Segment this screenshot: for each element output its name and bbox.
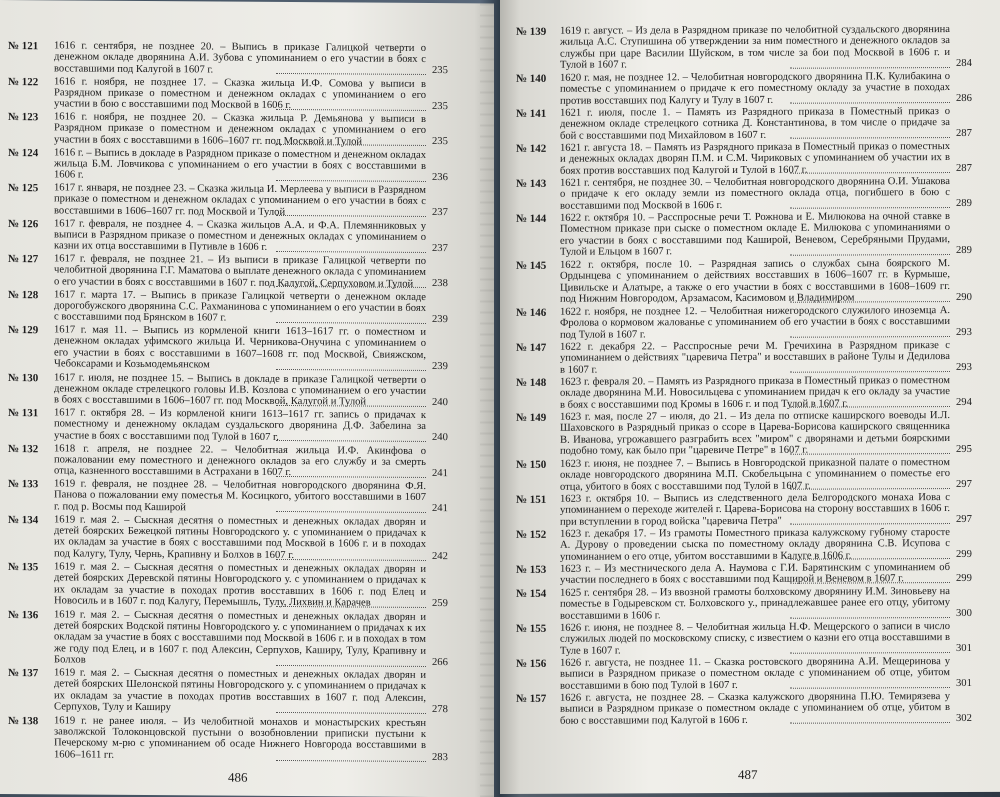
entry-page-number: 289: [956, 244, 972, 257]
entry-page-number: 300: [956, 607, 972, 620]
index-entry: [8, 253, 452, 290]
entry-page-number: 237: [432, 242, 448, 254]
entry-number: № 129: [8, 324, 39, 337]
entry-description: 1617 г. февраля, не позднее 21. – Из выписи в приказе Галицкой четверти по челобитной дворянина Г.Г. Маматова о выплате денежного оклада с упоминанием о его участии в боях с восставшими в 1607 г. под Калугой, Серпуховом и Тулой: [54, 253, 426, 290]
entry-page-number: 287: [956, 127, 972, 140]
entry-number: № 147: [516, 341, 547, 354]
entry-description: 1618 г. апреля, не позднее 22. – Челобитная жильца И.Ф. Акинфова о пожаловании ему поместного и денежного окладов за его службу и за смерть отца, казненного восставшими в Астрахани в 1607 г.: [54, 442, 426, 479]
entry-description: 1616 г. ноября, не позднее 17. – Сказка жильца И.Ф. Сомова у выписи в Разрядном приказе о поместном и денежном окладах с упоминанием о его участии в бою с восставшими под Москвой в 1606 г.: [54, 75, 426, 112]
entry-description: 1625 г. сентября 28. – Из ввозной грамоты болховскому дворянину И.М. Зиновьеву на поместье в Годыревском ст. Болховского у., принадлежавшее ранее его отцу, убитому восставшими в 1606 г.: [560, 586, 950, 622]
entry-number: № 133: [8, 478, 39, 491]
entry-number: № 123: [8, 111, 39, 124]
entry-description: 1620 г. мая, не позднее 12. – Челобитная новгородского дворянина П.К. Кулибакина о поместье с упоминанием о придаче к его поместному окладу за участие в походах против восставших под Калугу и Тулу в 1607 г.: [560, 71, 950, 107]
entry-number: № 154: [516, 587, 547, 600]
right-page: [500, 0, 1000, 794]
entry-description: 1617 г. февраля, не позднее 4. – Сказка жильцов А.А. и Ф.А. Племянниковых у выписи в Разрядном приказе о поместном и денежных окладах с упоминанием о казни их отца восставшими в Путивле в 1606 г.: [54, 217, 426, 254]
entry-page-number: 235: [432, 100, 448, 112]
index-entry: [8, 218, 452, 255]
entry-number: № 121: [8, 40, 39, 53]
entry-page-number: 293: [956, 326, 972, 339]
entry-page-number: 299: [956, 572, 972, 585]
entry-description: 1621 г. сентября, не позднее 30. – Челобитная новгородского дворянина О.И. Ушакова о придаче к его окладу земли из поместного оклада отца, погибшего в бою с восставшими под Москвой в 1606 г.: [560, 176, 950, 212]
entry-description: 1626 г. июня, не позднее 8. – Челобитная жильца Н.Ф. Мещерского о записи в число служилых людей по московскому списку, с известием о казни его отца восставшими в Туле в 1607 г.: [560, 621, 950, 657]
index-entry: [516, 258, 976, 306]
entry-page-number: 239: [432, 313, 448, 325]
index-entry: [516, 71, 976, 107]
entry-description: 1617 г. мая 11. – Выпись из кормленой книги 1613–1617 гг. о поместном и денежном окладах уфимского жильца И. Черникова-Онучина с упоминанием о его участии в боях с восставшими в 1607–1608 гг. под Москвой, Свияжском, Чебоксарами и Козьмодемьянском: [54, 324, 426, 371]
entry-description: 1619 г. мая 2. – Сыскная десятня о поместных и денежных окладах дворян и детей боярских Бежецкой пятины Новгородского у. с упоминанием о придачах к их окладам за участие в боях с восставшими под Москвой в 1606 г. и в походах под Калугу, Тулу, Чернь, Крапивну и Болхов в 1607 г.: [54, 513, 426, 561]
entry-number: № 134: [8, 513, 39, 526]
entry-number: № 155: [516, 622, 547, 635]
index-entry: [8, 40, 452, 77]
entry-description: 1623 г. июня, не позднее 7. – Выпись в Новгородской приказной палате о поместном окладе новгородского дворянина М.П. Скобельцына с упоминанием о поместье его отца, убитого в боях с восставшими под Тулой в 1607 г.: [560, 457, 950, 493]
entry-number: № 146: [516, 306, 547, 319]
index-entry: [516, 562, 976, 587]
entry-number: № 143: [516, 177, 547, 190]
entry-description: 1616 г. – Выпись в докладе в Разрядном приказе о поместном и денежном окладах жильца Б.М. Ловчикова с упоминанием о его участии в боях с восставшими в 1606 г.: [54, 146, 426, 181]
left-folio: 486: [228, 769, 248, 785]
entry-number: № 156: [516, 657, 547, 670]
index-entry: [8, 324, 452, 373]
index-entry: [516, 410, 976, 458]
index-entry: [516, 141, 976, 177]
entry-number: № 136: [8, 608, 39, 621]
entry-description: 1622 г. декабря 22. – Расспросные речи М. Гречихина в Разрядном приказе с упоминанием о действиях "царевича Петра" и восставших в районе Тулы и Дедилова в 1607 г.: [560, 340, 950, 376]
entry-page-number: 283: [432, 751, 448, 763]
entry-description: 1623 г. мая, после 27 – июля, до 21. – Из дела по отписке каширского воеводы И.Л. Шаховского в Разрядный приказ о ссоре в Царева-Борисова каширского священника В. Иванова, угрожавшего разграбить всех "миром" с дворянами и детьми боярскими подобно тому, как было при "царевиче Петре" в 1607 г.: [560, 410, 950, 457]
entry-page-number: 295: [956, 443, 972, 456]
entry-page-number: 302: [956, 712, 972, 725]
entry-number: № 131: [8, 407, 39, 420]
entry-page-number: 236: [432, 171, 448, 183]
entry-number: № 144: [516, 212, 547, 225]
index-entry: [516, 340, 976, 376]
entry-number: № 122: [8, 75, 39, 88]
entry-number: № 141: [516, 107, 547, 120]
index-entry: [516, 621, 976, 657]
entry-page-number: 297: [956, 513, 972, 526]
entry-page-number: 299: [956, 548, 972, 561]
bleed-through-shadow: [480, 3, 494, 797]
entry-description: 1626 г. августа, не позднее 28. – Сказка калужского дворянина П.Ю. Темирязева у выписи в Разрядном приказе о поместном окладе с упоминанием об отце, убитом в бою с восставшими под Калугой в 1606 г.: [560, 691, 950, 727]
index-entry: [516, 586, 976, 622]
entry-description: 1617 г. января, не позднее 23. – Сказка жильца И. Мерлеева у выписи в Разрядном приказе о поместном и денежном окладах с упоминанием о его участии в боях с восставшими в 1606–1607 гг. под Москвой и Тулой: [54, 182, 426, 218]
entry-number: № 151: [516, 493, 547, 506]
entry-page-number: 301: [956, 677, 972, 690]
index-entry: [8, 514, 452, 563]
index-entry: [516, 106, 976, 142]
entry-number: № 142: [516, 142, 547, 155]
entry-page-number: 289: [956, 197, 972, 210]
entry-description: 1621 г. июля, после 1. – Память из Разрядного приказа в Поместный приказ о денежном окладе стрелецкого сотника Д. Константинова, в том числе о придаче за бой с восставшими под Михайловом в 1607 г.: [560, 106, 950, 142]
entry-page-number: 259: [432, 598, 448, 610]
index-entry: [516, 492, 976, 528]
entry-page-number: 301: [956, 642, 972, 655]
entry-number: № 127: [8, 253, 39, 266]
entry-number: № 130: [8, 371, 39, 384]
index-entry: [8, 372, 452, 409]
index-entry: [516, 24, 976, 72]
entry-description: 1623 г. октября 10. – Выпись из следственного дела Белгородского монаха Иова с упоминанием о переходе жителей г. Царева-Борисова на сторону восставших в 1606 г. при вступлении в город войска "царевича Петра": [560, 492, 950, 528]
entry-description: 1619 г. мая 2. – Сыскная десятня о поместных и денежных окладах дворян и детей боярских Шелонской пятины Новгородского у. с упоминанием о придачах к их окладам за участие в походах против восставших в 1607 г. под Алексин, Серпухов, Тулу и Каширу: [54, 667, 426, 714]
entry-page-number: 235: [432, 65, 448, 77]
index-entry: [8, 182, 452, 219]
index-entry: [516, 457, 976, 493]
left-entry-list: [0, 0, 494, 763]
entry-description: 1617 г. июля, не позднее 15. – Выпись в докладе в приказе Галицкой четверти о денежном окладе стрелецкого головы И.В. Козлова с упоминанием о его участии в боях с восставшими в 1606–1607 гг. под Москвой, Калугой и Тулой: [54, 371, 426, 408]
index-entry: [8, 147, 452, 184]
entry-page-number: 239: [432, 361, 448, 373]
entry-number: № 153: [516, 563, 547, 576]
entry-description: 1623 г. – Из местнического дела А. Наумова с Г.И. Барятинским с упоминанием об участии последнего в боях с восставшими под Каширой и Веневом в 1607 г.: [560, 562, 950, 587]
entry-page-number: 294: [956, 396, 972, 409]
index-entry: [516, 305, 976, 341]
entry-page-number: 240: [432, 396, 448, 408]
entry-number: № 139: [516, 25, 547, 38]
entry-description: 1616 г. сентября, не позднее 20. – Выпись в приказе Галицкой четверти о денежном окладе дворянина А.И. Зубова с упоминанием о его участии в боях с восставшими под Калугой в 1607 г.: [54, 40, 426, 76]
index-entry: [8, 561, 452, 610]
entry-description: 1623 г. февраля 20. – Память из Разрядного приказа в Поместный приказ о поместном окладе дворянина М.И. Новосильцева с упоминанием придач к его окладу за участие в боях с восставшими под Кромы в 1606 г. и под Тулой в 1607 г.: [560, 375, 950, 411]
entry-page-number: 287: [956, 162, 972, 175]
entry-description: 1626 г. августа, не позднее 11. – Сказка ростовского дворянина А.И. Мещеринова у выписи в Разрядном приказе о поместном окладе с упоминанием об отце, убитом восставшими в бою под Тулой в 1607 г.: [560, 656, 950, 692]
entry-page-number: 293: [956, 361, 972, 374]
entry-number: № 157: [516, 692, 547, 705]
entry-number: № 124: [8, 146, 39, 159]
index-entry: [8, 715, 452, 764]
left-page: [0, 0, 494, 797]
entry-number: № 132: [8, 442, 39, 455]
entry-number: № 152: [516, 528, 547, 541]
index-entry: [516, 176, 976, 212]
entry-description: 1623 г. декабря 17. – Из грамоты Поместного приказа калужскому губному старосте А. Дурову о проведении сыска по поместному окладу дворянина С.В. Исупова с упоминанием о его отце, убитом восставшими в Калуге в 1606 г.: [560, 527, 950, 563]
index-entry: [8, 609, 452, 669]
entry-description: 1621 г. августа 18. – Память из Разрядного приказа в Поместный приказ о поместных и денежных окладах дворян П.М. и С.М. Чириковых с упоминанием об участии их в боях против восставших под Калугой и Тулой в 1607 г.: [560, 141, 950, 177]
entry-page-number: 240: [432, 432, 448, 444]
entry-page-number: 241: [432, 467, 448, 479]
index-entry: [516, 691, 976, 727]
entry-number: № 138: [8, 714, 39, 727]
entry-page-number: 290: [956, 291, 972, 304]
entry-number: № 149: [516, 411, 547, 424]
index-entry: [8, 111, 452, 148]
entry-description: 1619 г. мая 2. – Сыскная десятня о поместных и денежных окладах дворян и детей боярских Деревской пятины Новгородского у. с упоминанием о придачах к их окладам за участие в походах против восставших в 1606 г. под Елец и Новосиль и в 1607 г. под Калугу, Перемышль, Тулу, Лихвин и Карачев: [54, 561, 426, 609]
entry-description: 1619 г. август. – Из дела в Разрядном приказе по челобитной суздальского дворянина жильца А.С. Ступишина об утверждении за ним поместного и денежного окладов за службы при царе Василии Шуйском, в том числе за бои под Москвой в 1606 г. и Тулой в 1607 г.: [560, 24, 950, 71]
entry-page-number: 278: [432, 704, 448, 716]
index-entry: [8, 289, 452, 326]
entry-description: 1619 г. мая 2. – Сыскная десятня о поместных и денежных окладах дворян и детей боярских Водской пятины Новгородского у. с упоминанием о придачах к их окладам за участие в боях с восставшими под Москвой в 1606 г. и в походах в том же году под Елец, и в 1607 г. под Алексин, Серпухов, Каширу, Тулу, Крапивну и Болхов: [54, 608, 426, 666]
index-entry: [8, 478, 452, 515]
index-entry: [516, 656, 976, 692]
entry-description: 1619 г. февраля, не позднее 28. – Челобитная новгородского дворянина Ф.Я. Панова о пожаловании ему поместья М. Косицкого, убитого восставшими в 1607 г. под р. Восмы под Каширой: [54, 478, 426, 514]
index-entry: [516, 211, 976, 259]
entry-number: № 137: [8, 667, 39, 680]
entry-number: № 150: [516, 458, 547, 471]
entry-description: 1622 г. октября 10. – Расспросные речи Т. Рожнова и Е. Милюкова на очной ставке в Поместном приказе при сыске о поместном окладе Е. Милюкова с упоминаниями о его участии в боях с восставшими под Каширой, Веневом, Серебряными Прудами, Тулой и Ельцом в 1607 г.: [560, 211, 950, 258]
index-entry: [516, 375, 976, 411]
entry-page-number: 266: [432, 656, 448, 668]
entry-page-number: 297: [956, 478, 972, 491]
entry-number: № 128: [8, 288, 39, 301]
entry-description: 1617 г. марта 17. – Выпись в приказе Галицкой четверти о денежном окладе дорогобужского дворянина С.С. Рахманинова с упоминанием о его участии в боях с восставшими под Брянском в 1607 г.: [54, 288, 426, 324]
entry-description: 1619 г. не ранее июля. – Из челобитной монахов и монастырских крестьян заволжской Толоконцовской пустыни о возобновлении приписки пустыни к Печерскому м-рю с упоминанием об осаде Нижнего Новгорода восставшими в 1606–1611 гг.: [54, 714, 426, 761]
index-entry: [8, 76, 452, 113]
right-folio: 487: [738, 766, 758, 782]
entry-number: № 140: [516, 72, 547, 85]
entry-number: № 126: [8, 217, 39, 230]
entry-number: № 125: [8, 182, 39, 195]
entry-description: 1617 г. октября 28. – Из кормленой книги 1613–1617 гг. запись о придачах к поместному и денежному окладам суздальского дворянина Д.Ф. Забелина за участие в боях с восставшими под Тулой в 1607 г.: [54, 407, 426, 443]
index-entry: [8, 407, 452, 444]
entry-number: № 148: [516, 376, 547, 389]
entry-page-number: 242: [432, 550, 448, 562]
entry-description: 1622 г. ноября, не позднее 12. – Челобитная нижегородского служилого иноземца А. Фролова о кормовом жалованье с упоминанием об его участии в боях с восставшими под Тулой в 1607 г.: [560, 305, 950, 341]
entry-number: № 145: [516, 259, 547, 272]
entry-page-number: 284: [956, 57, 972, 70]
index-entry: [516, 527, 976, 563]
entry-description: 1622 г. октября, после 10. – Разрядная запись о службах сына боярского М. Ордынцева с упоминанием о действиях восставших в 1606–1607 гг. в Курмыше, Цивильске и Алатыре, а также о его участии в боях с восставшими в 1608–1609 гг. под Нижним Новгородом, Арзамасом, Касимовом и Владимиром: [560, 258, 950, 305]
index-entry: [8, 443, 452, 480]
entry-page-number: 237: [432, 207, 448, 219]
entry-page-number: 238: [432, 278, 448, 290]
entry-description: 1616 г. ноября, не позднее 20. – Сказка жильца Р. Демьянова у выписи в Разрядном приказе о поместном и денежном окладах с упоминанием о его участии в боях с восставшими в 1606–1607 гг. под Москвой и Тулой: [54, 111, 426, 148]
entry-page-number: 235: [432, 136, 448, 148]
entry-page-number: 286: [956, 92, 972, 105]
index-entry: [8, 667, 452, 716]
entry-page-number: 241: [432, 503, 448, 515]
entry-number: № 135: [8, 561, 39, 574]
